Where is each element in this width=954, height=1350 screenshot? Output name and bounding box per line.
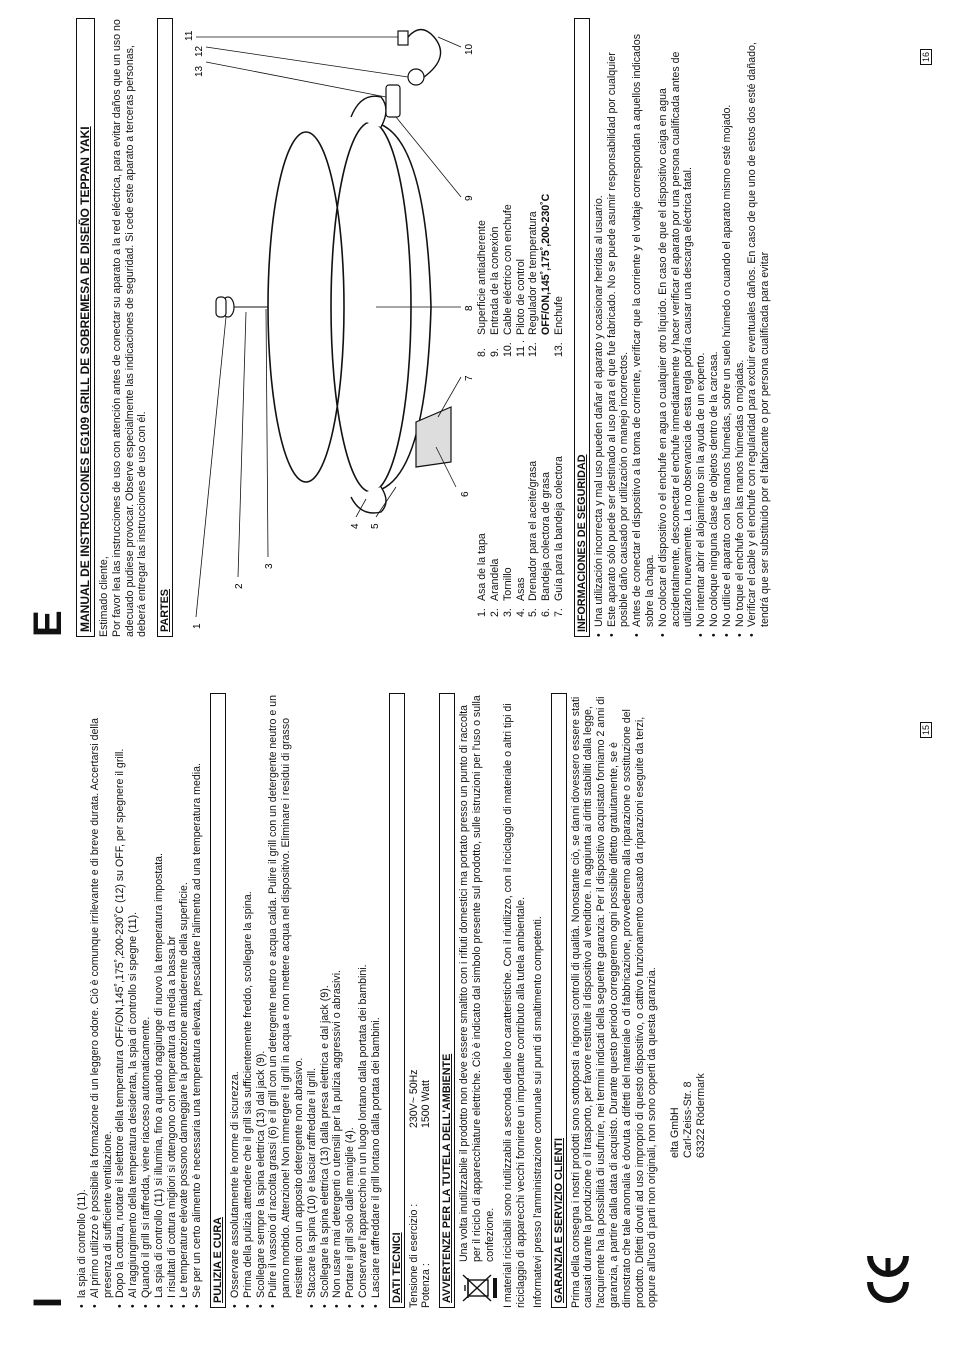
list-item: • Prima della pulizia attendere che il grill sia sufficientemente freddo, scollegare la spina.: [242, 693, 255, 1308]
parts-heading: PARTES: [157, 18, 173, 637]
list-item: • La spia di controllo (11) si illumina, fino a quando raggiunge di nuovo la temperatura impostata.: [153, 693, 166, 1308]
list-item: • No utilice el aparato con las manos húmedas, sobre un suelo húmedo o cuando el aparato mismo esté mojado.: [721, 18, 734, 637]
list-item: • Verificar el cable y el enchufe con regularidad para excluir eventuales daños. En caso de que uno de estos dos esté dañado, tendrá que ser substituido por el fabricante o por persona cualificada para evitar: [746, 18, 772, 637]
diagram-label: 9: [464, 195, 476, 201]
list-item: • Este aparato sólo puede ser destinado al uso para el que fue fabricado. No se puede asumir responsabilidad por cualquier posible daño causado por utilización o manejo incorrectos.: [606, 18, 632, 637]
page-number: 16: [920, 49, 932, 65]
page-title: MANUAL DE INSTRUCCIONES EG109 GRILL DE SOBREMESA DE DISEÑO TEPPAN YAKI: [76, 18, 95, 637]
list-item: 8. Superficie antiadherente: [476, 220, 489, 357]
diagram-label: 5: [370, 523, 382, 529]
list-item: • la spia di controllo (11).: [76, 693, 89, 1308]
page-number: 15: [920, 722, 932, 738]
list-item: • Osservare assolutamente le norme di sicurezza.: [229, 693, 242, 1308]
env-text-2: I materiali riciclabili sono riutilizzabili a seconda delle loro caratteristiche. Con il riutilizzo, con il riciclaggio di materiale o altri tipi di riciclaggio di apparecchi vecchi fornirete un importante contributo alla tutela ambientale.: [502, 703, 527, 1308]
diagram-label: 10: [464, 43, 476, 55]
list-item: • Pulire il vassoio di raccolta grassi (6) e il grill con un detergente neutro e acqua calda. Pulire il grill con un detergente neutro e un panno morbido. Attenzione! Non immergere il grill in acqua e non mettere acqua nel dispositivo. Eliminare i residui di grasso resistenti con un apposito detergente non abrasivo.: [267, 693, 305, 1308]
diagram-label: 2: [234, 583, 246, 589]
list-item: OFF/ON,145˚,175˚,200-230˚C: [540, 193, 553, 335]
list-item: • Lasciare raffreddare il grill lontano dalla portata dei bambini.: [370, 693, 383, 1308]
intro-bullets: [76, 693, 204, 1308]
cleaning-heading: PULIZIA E CURA: [210, 693, 226, 1308]
list-item: • No toque el enchufe con las manos húmedas o mojadas.: [734, 18, 747, 637]
crossed-bin-icon: [460, 1270, 498, 1304]
list-item: 1. Asa de la tapa: [476, 533, 489, 617]
diagram-label: 13: [194, 65, 206, 77]
list-item: 5. Drenador para el aceite/grasa: [527, 460, 540, 617]
list-item: • Conservare l'apparecchio in un luogo lontano dalla portata dei bambini.: [357, 693, 370, 1308]
list-item: • Una utilización incorrecta y mal uso pueden dañar el aparato y ocasionar heridas al usuario.: [593, 18, 606, 637]
diagram-label: 6: [460, 491, 472, 497]
list-item: • Le temperature elevate possono danneggiare la protezione antiaderente della superficie.: [178, 693, 191, 1308]
list-item: • Se per un certo alimento è necessaria una temperatura elevata, prescaldare l'alimento ad una temperatura media.: [191, 693, 204, 1308]
intro-text: Por favor lea las instrucciones de uso con atención antes de conectar su aparato a la red eléctrica, para evitar daños que un uso no adecuado pudiese provocar. Observe especialmente las indicaciones de seguridad. Si cede este aparato a terceras personas, deberá entregar las instrucciones de uso con él.: [110, 19, 149, 637]
diagram-label: 7: [464, 375, 476, 381]
parts-list-left: [476, 357, 566, 617]
tech-row: Potenza : 1500 Watt: [420, 1080, 433, 1308]
env-block: [458, 693, 498, 1308]
parts-diagram-area: [176, 18, 476, 637]
tech-heading: DATI TECNICI: [389, 693, 405, 1308]
list-item: 7. Guía para la bandeja colectora: [552, 456, 565, 617]
list-item: • No colocar el dispositivo o el enchufe en agua o cualquier otro líquido. En caso de que el dispositivo caiga en agua accidentalmente, desconectar el enchufe inmediatamente y hacer verificar el aparato por una persona cualificada antes de utilizarlo nuevamente. La no observancia de esta regla podría causar una descarga eléctrica fatal.: [657, 18, 695, 637]
env-text: Una volta inutilizzabile il prodotto non deve essere smaltito con i rifiuti domestici ma portato presso un punto di raccolta per il riciclo di apparecchiature elettriche. Ciò è indicato dal simbolo presente sul prodotto, sulle istruzioni per l'uso o sulla confezione.: [458, 695, 496, 1262]
greeting: Estimado cliente,: [98, 556, 110, 637]
diagram-label: 8: [464, 305, 476, 311]
diagram-label: 1: [192, 623, 204, 629]
safety-bullets: [593, 18, 772, 637]
list-item: • I risultati di cottura migliori si ottengono con temperatura da media a bassa.br: [166, 693, 179, 1308]
page-italian: [0, 675, 954, 1350]
diagram-label: 11: [184, 30, 196, 41]
company-address: elta GmbH Carl-Zeiss-Str. 8 63322 Rödermark: [669, 1073, 707, 1158]
list-item: 4. Asas: [514, 577, 527, 617]
list-item: 12. Regulador de temperatura: [527, 211, 540, 357]
language-letter: E: [26, 610, 70, 637]
env-text-3: Informatevi presso l'amministrazione comunale sui punti di smaltimento competenti.: [531, 916, 544, 1308]
list-item: 13. Enchufe: [552, 296, 565, 357]
warranty-text: Prima della consegna i nostri prodotti sono sottoposti a rigorosi controlli di qualità. Nonostante ciò, se danni dovessero essere stati causati durante la produzione o il trasporto, per favore restituite il dispositivo al venditore. In aggiunta ai diritti stabiliti dalla legge, l'acquirente ha la possibilità di usufruire, nei termini indicati della seguente garanzia: Per il dispositivo acquistato forniamo 2 anni di garanzia, a partire dalla data di acquisto. Durante questo periodo correggeremo ogni possibile difetto gratuitamente, se è dimostrato che tale anomalia è dovuta a difetti del materiale o di fabbricazione, provvederemo alla riparazione o sostituzione del prodotto. Difetti dovuti ad uso improprio di questo dispositivo, o cattivo funzionamento causato da riparazioni eseguite da terzi, oppure all'uso di parti non originali, non sono coperti da questa garanzia.: [569, 696, 659, 1308]
list-item: 3. Tornillo: [501, 567, 514, 617]
grill-diagram: [176, 17, 476, 637]
list-item: • Non usare mai detergenti o utensili per la pulizia aggressivi o abrasivi.: [331, 693, 344, 1308]
list-item: • Al raggiungimento della temperatura desiderata, la spia di controllo si spegne (11).: [127, 693, 140, 1308]
parts-list-right: [476, 97, 566, 357]
list-item: • Quando il grill si raffredda, viene riacceso automaticamente.: [140, 693, 153, 1308]
list-item: • Staccare la spina (10) e lasciar raffreddare il grill.: [306, 693, 319, 1308]
list-item: • Al primo utilizzo è possibile la formazione di un leggero odore. Ciò è comunque irrilevante e di breve durata. Accertarsi della presenza di sufficiente ventilazione.: [89, 693, 115, 1308]
list-item: 9. Entrada de la conexión: [488, 226, 501, 357]
list-item: • Scollegare la spina elettrica (13) dalla presa elettrica e dal jack (9).: [319, 693, 332, 1308]
diagram-label: 12: [194, 45, 206, 57]
list-item: • Antes de conectar el dispositivo a la toma de corriente, verificar que la corriente y el voltaje correspondan a aquellos indicados sobre la chapa.: [631, 18, 657, 637]
list-item: • Dopo la cottura, ruotare il selettore della temperatura OFF/ON,145˚,175˚,200-230˚C (12) su OFF, per spegnere il grill.: [114, 693, 127, 1308]
list-item: • Portare il grill solo dalle maniglie (4).: [344, 693, 357, 1308]
list-item: • No intentar abrir el alojamiento sin la ayuda de un experto.: [695, 18, 708, 637]
list-item: 11 . Piloto de control: [514, 259, 527, 357]
list-item: 6. Bandeja colectora de grasa: [540, 472, 553, 617]
warranty-heading: GARANZIA E SERVIZIO CLIENTI: [551, 693, 567, 1308]
diagram-label: 3: [264, 563, 276, 569]
language-letter: I: [26, 1296, 70, 1308]
list-item: • Scollegare sempre la spina elettrica (13) dal jack (9).: [255, 693, 268, 1308]
ce-mark-icon: [858, 1248, 918, 1308]
cleaning-bullets: [229, 693, 383, 1308]
list-item: 2. Arandela: [488, 558, 501, 617]
parts-list: [476, 18, 566, 637]
safety-heading: INFORMACIONES DE SEGURIDAD: [574, 18, 590, 637]
diagram-label: 4: [350, 523, 362, 529]
tech-row: Tensione di esercizio : 230V~ 50Hz: [407, 1069, 420, 1308]
list-item: 10. Cable eléctrico con enchufe: [501, 204, 514, 357]
env-heading: AVVERTENZE PER LA TUTELA DELL'AMBIENTE: [439, 693, 455, 1308]
list-item: • No coloque ninguna clase de objetos dentro de la carcasa.: [708, 18, 721, 637]
